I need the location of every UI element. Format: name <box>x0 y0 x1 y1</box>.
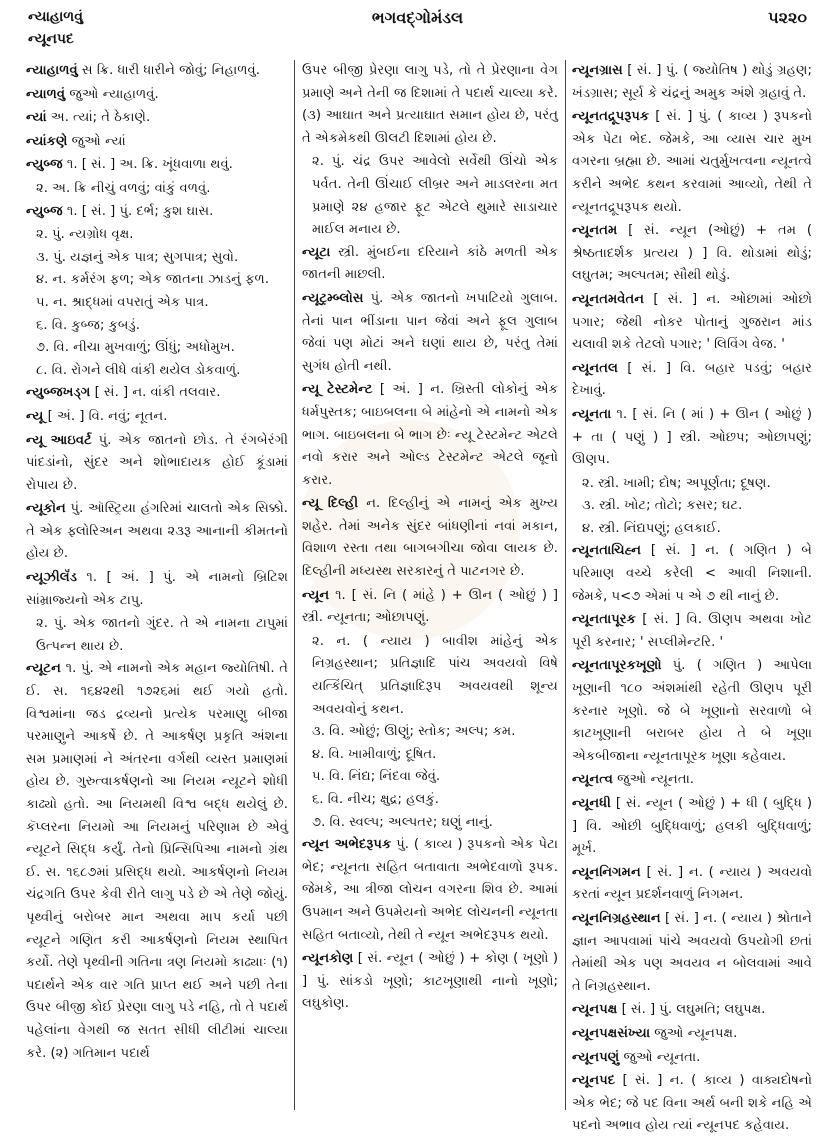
sense: ૨. ન. ( ન્યાય ) બાવીશ માંહેનું એક નિગ્રહસ્થાન; પ્રતિજ્ઞાદિ પાંચ અવયવો વિષે યત્કિંચિત્ પ્રતિજ્ઞાદિરૂપ અવયવથી શૂન્ય અવયવોનું કથન. <box>312 633 558 717</box>
headword: ન્યુબ્જખડ્ગ <box>26 385 91 401</box>
book-title: ભગવદ્ગોમંડલ <box>371 8 464 27</box>
definition: પું. એક જાતનો છોડ. તે રંગબેરંગી પાંદડાંનો, સુંદર અને શોભાદાયક હોઈ કૂંડામાં રોપાય છે. <box>26 432 288 493</box>
dictionary-entry <box>26 567 288 612</box>
dictionary-entry <box>572 60 812 105</box>
headword: ન્યાહાળવું <box>26 63 78 78</box>
headword: ન્યૂનનિગ્રહસ્થાન <box>572 910 661 926</box>
headword: ન્યૂનધી <box>572 796 611 811</box>
sense: ૨. અ. ક્રિ નીચું વળવું; વાંકું વળવું. <box>36 180 211 196</box>
dictionary-entry <box>572 999 812 1022</box>
definition: જુઓ ન્યૂનતા. <box>612 772 695 788</box>
dictionary-entry <box>26 406 288 429</box>
guide-word-first: ન્યાહાળવું <box>28 9 83 25</box>
headword: ન્યૂનનિગમન <box>572 864 641 880</box>
sense: ૬. વિ. નીચ; ક્ષુદ્ર; હલકું. <box>312 792 439 807</box>
headword: ન્યૂ <box>26 408 44 424</box>
definition: [ સં. ] વિ. ઊણપ અથવા ખોટ પૂરી કરનાર; ' સપ્લીમેન્ટરિ. ' <box>572 612 812 650</box>
dictionary-entry <box>572 358 812 403</box>
headword: ન્યૂન <box>302 587 330 603</box>
dictionary-entry <box>572 1023 812 1046</box>
definition: અ. ત્યાં; તે ઠેકાણે. <box>46 110 151 126</box>
definition: [ અં. ] વિ. નવું; નૂતન. <box>43 408 168 424</box>
dictionary-entry <box>26 498 288 566</box>
dictionary-entry <box>302 379 558 492</box>
headword: ન્યૂનપદ <box>572 1073 616 1089</box>
dictionary-entry <box>572 655 812 768</box>
dictionary-entry <box>26 430 288 498</box>
dictionary-entry <box>302 60 558 150</box>
headword: ન્યૂનતાચિહ્ન <box>572 543 642 559</box>
headword: ન્યૂનતદ્રૂપરૂપક <box>572 109 650 125</box>
sense: ૨. પું. ચંદ્ર ઉપર આવેલો સર્વેથી ઊંચો એક પર્વત. તેની ઊંચાઈ લીબ્રર અને માડલરના મત પ્રમાણે ૨૪ હજાર ફૂટ એટલે થુમારે સાડાચાર માઈલ મનાય છે. <box>312 154 558 238</box>
sense: ૮. વિ. રોગને લીધે વાંકી થયેલ ડોકવાળું. <box>36 362 241 378</box>
headword: ન્યૂ ટેસ્ટમેન્ટ <box>302 382 373 398</box>
dictionary-entry <box>302 834 558 947</box>
dictionary-entry <box>302 242 558 287</box>
headword: ન્યૂ દિલ્હી <box>302 496 359 512</box>
column-divider <box>565 60 566 1110</box>
headword: ન્યૂનતલ <box>572 360 618 376</box>
headword: ન્યાળવું <box>26 86 66 102</box>
dictionary-entry <box>572 769 812 792</box>
definition: [ સં. ] ન. ( ન્યાય ) અવયવો કરતાં ન્યૂન પ્રદર્શનવાળું નિગમન. <box>572 864 812 903</box>
dictionary-entry <box>26 382 288 405</box>
column-3 <box>572 60 812 1139</box>
dictionary-entry <box>572 609 812 654</box>
definition: સ્ત્રી. મુંબઈના દરિયાને કાંઠે મળતી એક જાતની માછલી. <box>302 244 558 283</box>
dictionary-entry <box>26 131 288 154</box>
dictionary-entry <box>572 793 812 861</box>
column-divider <box>294 60 295 1110</box>
guide-word-last: ન્યૂનપદ <box>28 31 74 47</box>
dictionary-entry <box>302 493 558 583</box>
headword: ન્યૂ આઇવર્ટ <box>26 432 92 448</box>
dictionary-entry <box>572 106 812 219</box>
headword: ન્યૂનતમવેતન <box>572 291 645 307</box>
dictionary-entry <box>572 1047 812 1070</box>
dictionary-entry <box>26 658 288 1065</box>
dictionary-entry <box>572 862 812 907</box>
headword: ન્યુબ્જ <box>26 157 63 173</box>
headword: ન્યૂનતા <box>572 406 612 422</box>
definition: પું. ઑસ્ટ્રિયા હંગરિમાં ચાલતો એક સિક્કો. તે એક ફ્લોરિઅન અથવા ૨૩રૂ આનાની કીમતનો હોય છે. <box>26 501 288 562</box>
definition: જુઓ ન્યાં <box>67 133 126 149</box>
definition: [ સં. ન્યૂન ( ઓછું ) + કોણ ( ખૂણો ) ] પું. સાંકડો ખૂણો; કાટખૂણાથી નાનો ખૂણો; લઘુકોણ. <box>302 951 558 1012</box>
headword: ન્યૂટ્રમ્બ્લોસ <box>302 290 364 306</box>
column-1 <box>26 60 288 1066</box>
definition: પું. ( કાવ્ય ) રૂપકનો એક પેટા ભેદ; ન્યૂનતા સહિત બતાવાતા અભેદવાળો રૂપક. જેમકે, આ ત્રીજા લોચન વગરના શિવ છે. આમાં ઉપમાન અને ઉપમેયનો અભેદ લોચનની ન્યૂનતા સહિત બતાવ્યો, તેથી તે ન્યૂન અભેદરૂપક થયો. <box>302 837 559 943</box>
definition: પું. ( ગણિત ) આપેલા ખૂણાની ૧૮૦ અંશમાંથી રહેતી ઊણપ પૂરી કરનાર ખૂણો. જે બે ખૂણાનો સરવાળો બે કાટખૂણાની બરાબર હોય તે બે ખૂણા એકબીજાના ન્યૂનતાપૂરક ખૂણા કહેવાય. <box>572 658 812 764</box>
definition: [ સં. ] ન. ( ગણિત ) બે પરિમાણ વચ્ચે કરેલી < આવી નિશાની. જેમકે, ૫<૭ એમાં ૫ એ ૭ થી નાનું છે. <box>572 543 812 604</box>
headword: ન્યાં <box>26 110 47 126</box>
definition: [ સં. ] ન. ( કાવ્ય ) વાક્યદોષનો એક ભેદ; જે પદ વિના અર્થ બની શકે નહિ એ પદનો અભાવ હોય ત્યાં ન્યૂનપદ કહેવાય. <box>572 1073 812 1134</box>
dictionary-entry <box>572 220 812 288</box>
page-header <box>28 6 807 56</box>
definition: [ સં. ] ન. ( ન્યાય ) શ્રોતાને જ્ઞાન આપવામાં પાંચે અવયવો ઉપયોગી છતાં તેમાંથી એક પણ અવયવ ન બોલવામાં આવે તે નિગ્રહસ્થાન. <box>572 910 812 994</box>
dictionary-entry <box>572 540 812 608</box>
headword: ન્યૂનગ્રાસ <box>572 63 623 78</box>
definition: [ સં. ન્યૂન ( ઓછું ) + ધી ( બુદ્ધિ ) ] વિ. ઓછી બુદ્ધિવાળું; હલકી બુદ્ધિવાળું; મૂર્ખ. <box>572 796 812 857</box>
headword: ન્યાંકણે <box>26 133 68 149</box>
dictionary-entry <box>302 288 558 378</box>
sense: ૫. વિ. નિંદ્ય; નિંદવા જેવું. <box>312 769 441 785</box>
page-number: ૫૨૨૦ <box>768 8 807 27</box>
sense: ૪. સ્ત્રી. નિંદ્યપણું; હલકાઈ. <box>582 520 721 536</box>
sense: ૨. પું. એક જાતનો ગુંદર. તે એ નામના ટાપુમાં ઉત્પન્ન થાય છે. <box>36 616 288 654</box>
definition: ન. દિલ્હીનું એ નામનું એક મુખ્ય શહેર. તેમાં અનેક સુંદર બાંધણીનાં નવાં મકાન, વિશાળ રસ્તા તથા બાગબગીચા જોવા લાયક છે. દિલ્હીની મધ્યસ્થ સરકારનું તે પાટનગર છે. <box>302 496 559 580</box>
dictionary-entry <box>26 154 288 177</box>
sense: ૨. સ્ત્રી. ખામી; દોષ; અપૂર્ણતા; દૂષણ. <box>582 475 771 491</box>
dictionary-entry <box>302 948 558 1016</box>
headword: ન્યૂકોન <box>26 501 66 517</box>
definition: સ ક્રિ. ધારી ધારીને જોવું; નિહાળવું. <box>77 63 260 78</box>
definition: [ અં. ] ન. ખ્રિસ્તી લોકોનું એક ધર્મપુસ્તક; બાઇબલના બે માંહેનો એ નામનો એક ભાગ. બાઇબલના બે ભાગ છેઃ ન્યૂ ટેસ્ટમેન્ટ એટલે નવો કરાર અને ઓલ્ડ ટેસ્ટમેન્ટ એટલે જૂનો કરાર. <box>302 382 558 488</box>
sense: ૪. ન. કર્મરંગ ફળ; એક જાતના ઝાડનું ફળ. <box>36 272 270 288</box>
sense: ૩. વિ. ઓછું; ઊણું; સ્તોક; અલ્પ; કમ. <box>312 724 516 740</box>
headword: ન્યૂનપક્ષસંખ્યા <box>572 1025 651 1041</box>
definition: [ સં. ન્યૂન (ઓછું) + તમ ( શ્રેષ્ઠતાદર્શક પ્રત્યય ) ] વિ. થોડામાં થોડું; લઘુતમ; અલ્પતમ; સૌથી થોડું. <box>572 223 812 284</box>
sense: ૨. પું. ન્યગ્રોધ વૃક્ષ. <box>36 227 134 243</box>
definition: પું. એક જાતનો ખપાટિયો ગુલાબ. તેનાં પાન ભીંડાના પાન જેવાં અને ફૂલ ગુલાબ જેવાં પણ મોટાં અને ઘણાં થાય છે, પરંતુ તેમાં સુગંધ હોતી નથી. <box>302 290 558 374</box>
definition: [ સં. ] પું. ( જ્યોતિષ ) થોડું ગ્રહણ; ખંડગ્રાસ; સૂર્ય કે ચંદ્રનું અમુક અંશે ગ્રહાવું તે. <box>572 63 812 101</box>
dictionary-entry <box>26 60 288 83</box>
definition: [ સં. ] ન. ઓછામાં ઓછો પગાર; જેથી નોકર પોતાનું ગુજરાન માંડ ચલાવી શકે તેટલો પગાર; ' લિવિંગ વેજ. ' <box>572 291 812 353</box>
sense: ૫. ન. શ્રાદ્ધમાં વપરાતું એક પાત્ર. <box>36 294 209 310</box>
definition: ૧. [ અં. ] પું. એ નામનો બ્રિટિશ સાંમ્રાજ્યનો એક ટાપુ. <box>26 570 288 608</box>
headword: ન્યૂનતાપૂરક <box>572 612 636 628</box>
definition: ૧. [ સં. ] અ. ક્રિ. ખૂંધવાળા થવું. <box>62 157 233 173</box>
dictionary-entry <box>572 1070 812 1138</box>
headword: ન્યૂનપક્ષ <box>572 1002 618 1018</box>
definition: ૧. [ સં. ] પું. દર્ભ; કુશ ઘાસ. <box>62 203 214 219</box>
headword: ન્યૂનકોણ <box>302 951 354 967</box>
definition: [ સં. ] વિ. બહાર પડવું; બહાર દેખાવું. <box>572 360 812 399</box>
dictionary-entry <box>26 84 288 107</box>
dictionary-entry <box>572 289 812 357</box>
definition: જુઓ ન્યૂનપક્ષ. <box>650 1025 738 1041</box>
headword: ન્યૂઝીલૅંડ <box>26 570 77 586</box>
column-2 <box>302 60 558 1017</box>
sense: ૭. વિ. સ્વલ્પ; અલ્પતર; ઘણું નાનું. <box>312 814 493 830</box>
definition: ૧. [ સં. નિ ( માંહે ) + ઊન ( ઓછું ) ] સ્ત્રી. ન્યૂનતા; ઓછાપણું. <box>302 587 558 626</box>
definition: ૧. [ સં. નિ ( માં ) + ઊન ( ઓછું ) + તા ( પણું ) ] સ્ત્રી. ઓછપ; ઓછાપણું; ઊણપ. <box>572 406 812 468</box>
dictionary-entry <box>572 404 812 472</box>
headword: ન્યૂટા <box>302 244 331 260</box>
sense: ૪. વિ. ખામીવાળું; દૂષિત. <box>312 746 437 762</box>
dictionary-entry <box>26 201 288 224</box>
sense: ૩. સ્ત્રી. ખોટ; તોટો; કસર; ઘટ. <box>582 498 743 514</box>
dictionary-entry <box>302 585 558 630</box>
headword: ન્યૂનત્વ <box>572 772 613 788</box>
headword: ન્યૂનતમ <box>572 223 618 239</box>
sense: ૬. વિ. કુબ્જ; કુબડું. <box>36 317 140 333</box>
dictionary-entry <box>26 107 288 130</box>
definition: જુઓ ન્યૂનતા. <box>619 1049 701 1065</box>
definition: ઉપર બીજી પ્રેરણા લાગુ પડે, તો તે પ્રેરણાના વેગ પ્રમાણે અને તેની જ દિશામાં તે પદાર્થ ચાલ્યા કરે. (૩) આઘાત અને પ્રત્યાઘાત સમાન હોય છે, પરંતુ તે એકમેકથી ઊલટી દિશામાં હોય છે. <box>302 63 558 146</box>
headword: ન્યૂનતાપૂરકખૂણો <box>572 658 662 674</box>
headword: ન્યૂનપણું <box>572 1049 620 1065</box>
sense: ૩. પું. યજ્ઞનું એક પાત્ર; સુગપાત્ર; સુવો. <box>36 249 239 265</box>
dictionary-entry <box>572 908 812 998</box>
headword: ન્યુબ્જ <box>26 203 63 219</box>
definition: જુઓ ન્યાહાળવું. <box>65 86 159 102</box>
definition: [ સં. ] ન. વાંકી તલવાર. <box>90 385 221 401</box>
headword: ન્યૂન અભેદરૂપક <box>302 837 392 853</box>
definition: [ સં. ] પું. લઘુમતિ; લઘુપક્ષ. <box>617 1002 766 1018</box>
headword: ન્યૂટન <box>26 661 61 677</box>
sense: ૭. વિ. નીચા મુખવાળું; ઊંધું; અધોમુખ. <box>36 340 235 356</box>
definition: ૧. પું. એ નામનો એક મહાન જ્યોતિષી. તે ઈ. સ. ૧૬૪૨થી ૧૭૨૬માં થઈ ગયો હતો. વિશ્વમાંના જડ દ્રવ્યનો પ્રત્યેક પરમાણુ બીજા પરમાણુને આકર્ષે છે. તે આકર્ષણ પ્રકૃતિ અંશના સમ પ્રમાણમાં ને અંતરના વર્ગથી વ્યસ્ત પ્રમાણમાં હોય છે. ગુરુત્વાકર્ષણનો આ નિયમ ન્યૂટને શોધી કાઢ્યો હતો. આ નિયમથી વિશ્વ બદ્ધ થયેલું છે. કૅપ્લરના નિયમો આ નિયમનું પરિણામ છે એવું ન્યૂટને સિદ્ધ કર્યું. તેનો પ્રિન્સિપિઆ નામનો ગ્રંથ ઈ. સ. ૧૬૮૭માં પ્રસિદ્ધ થયો. આકર્ષણનો નિયમ ચંદ્રગતિ ઉપર કેવી રીતે લાગુ પડે છે એ તેણે જોયું. પૃથ્વીનું બરોબર માન અથવા માપ કર્યા પછી ન્યૂટને ગણિત કરી આકર્ષણનો નિયમ સ્થાપિત કર્યો. તેણે પૃથ્વીની ગતિના ત્રણ નિયમો કાઢ્યાઃ (૧) પદાર્થને એક વાર ગતિ પ્રાપ્ત થઈ અને પછી તેના ઉપર બીજી કોઈ પ્રેરણા લાગુ પડે નહિ, તો તે પદાર્થ પહેલાંના વેગથી જ સતત સીધી લીટીમાં ચાલ્યા કરે. (૨) ગતિમાન પદાર્થ <box>26 661 288 1061</box>
definition: [ સં. ] પું. ( કાવ્ય ) રૂપકનો એક પેટા ભેદ. જેમકે, આ વ્યાસ ચાર મુખ વગરના બ્રહ્મા છે. આમાં ચતુર્મુખત્વના ન્યૂનત્વે કરીને અભેદ કથન કરવામાં આવ્યો, તેથી તે ન્યૂનતદ્રૂપરૂપક થયો. <box>572 109 812 215</box>
